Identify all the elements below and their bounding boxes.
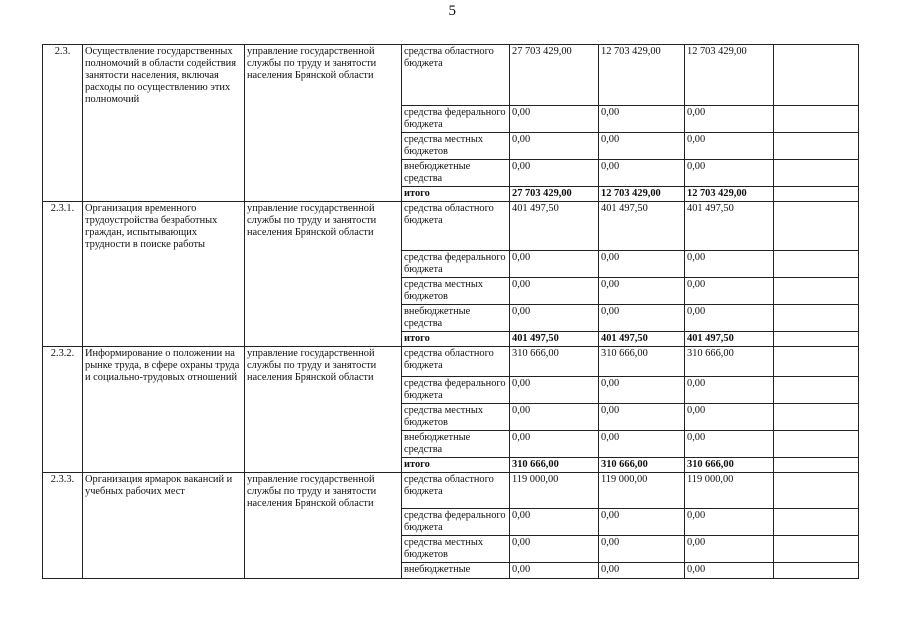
table-row xyxy=(43,45,859,106)
amount-cell-3: 0,00 xyxy=(685,133,774,160)
amount-cell-3: 0,00 xyxy=(685,536,774,563)
amount-cell-1: 0,00 xyxy=(510,305,599,332)
amount-cell-4 xyxy=(774,377,859,404)
amount-cell-1: 401 497,50 xyxy=(510,202,599,251)
amount-cell-3: 0,00 xyxy=(685,377,774,404)
funding-source: средства областного бюджета xyxy=(402,347,510,377)
amount-cell-3: 12 703 429,00 xyxy=(685,187,774,202)
item-number: 2.3.1. xyxy=(43,202,83,347)
amount-cell-2: 0,00 xyxy=(599,563,685,579)
amount-cell-2: 0,00 xyxy=(599,305,685,332)
funding-source: средства местных бюджетов xyxy=(402,133,510,160)
budget-table xyxy=(42,44,859,579)
amount-cell-3: 0,00 xyxy=(685,305,774,332)
amount-cell-4 xyxy=(774,278,859,305)
amount-cell-1: 27 703 429,00 xyxy=(510,187,599,202)
amount-cell-2: 401 497,50 xyxy=(599,202,685,251)
amount-cell-2: 0,00 xyxy=(599,431,685,458)
amount-cell-2: 0,00 xyxy=(599,160,685,187)
funding-source: средства федерального бюджета xyxy=(402,251,510,278)
amount-cell-4 xyxy=(774,160,859,187)
executor: управление государственной службы по труду и занятости населения Брянской области xyxy=(245,202,402,347)
table-row xyxy=(43,473,859,509)
funding-source: средства местных бюджетов xyxy=(402,536,510,563)
funding-source: средства областного бюджета xyxy=(402,473,510,509)
amount-cell-4 xyxy=(774,332,859,347)
amount-cell-3: 0,00 xyxy=(685,404,774,431)
funding-source: средства местных бюджетов xyxy=(402,278,510,305)
amount-cell-2: 0,00 xyxy=(599,509,685,536)
amount-cell-2: 119 000,00 xyxy=(599,473,685,509)
amount-cell-4 xyxy=(774,473,859,509)
amount-cell-3: 0,00 xyxy=(685,106,774,133)
funding-source: внебюджетные средства xyxy=(402,305,510,332)
amount-cell-4 xyxy=(774,106,859,133)
amount-cell-1: 0,00 xyxy=(510,563,599,579)
amount-cell-2: 0,00 xyxy=(599,133,685,160)
amount-cell-1: 0,00 xyxy=(510,133,599,160)
amount-cell-1: 0,00 xyxy=(510,377,599,404)
amount-cell-1: 0,00 xyxy=(510,404,599,431)
executor: управление государственной службы по труду и занятости населения Брянской области xyxy=(245,473,402,579)
amount-cell-2: 12 703 429,00 xyxy=(599,187,685,202)
amount-cell-4 xyxy=(774,431,859,458)
amount-cell-4 xyxy=(774,509,859,536)
funding-source: средства областного бюджета xyxy=(402,45,510,106)
amount-cell-3: 310 666,00 xyxy=(685,458,774,473)
amount-cell-2: 0,00 xyxy=(599,251,685,278)
amount-cell-1: 0,00 xyxy=(510,251,599,278)
funding-source: средства федерального бюджета xyxy=(402,377,510,404)
measure-name: Организация ярмарок вакансий и учебных рабочих мест xyxy=(83,473,245,579)
item-number: 2.3.2. xyxy=(43,347,83,473)
measure-name: Организация временного трудоустройства безработных граждан, испытывающих трудности в поиске работы xyxy=(83,202,245,347)
funding-source: средства местных бюджетов xyxy=(402,404,510,431)
item-number: 2.3.3. xyxy=(43,473,83,579)
amount-cell-3: 0,00 xyxy=(685,509,774,536)
amount-cell-4 xyxy=(774,202,859,251)
table-body xyxy=(43,45,859,579)
funding-source: средства федерального бюджета xyxy=(402,509,510,536)
amount-cell-2: 0,00 xyxy=(599,106,685,133)
amount-cell-1: 0,00 xyxy=(510,160,599,187)
amount-cell-4 xyxy=(774,347,859,377)
amount-cell-3: 12 703 429,00 xyxy=(685,45,774,106)
funding-source: итого xyxy=(402,187,510,202)
funding-source: внебюджетные средства xyxy=(402,160,510,187)
amount-cell-1: 310 666,00 xyxy=(510,458,599,473)
table-row xyxy=(43,347,859,377)
amount-cell-3: 0,00 xyxy=(685,160,774,187)
funding-source: средства областного бюджета xyxy=(402,202,510,251)
amount-cell-1: 0,00 xyxy=(510,106,599,133)
amount-cell-1: 0,00 xyxy=(510,509,599,536)
amount-cell-4 xyxy=(774,458,859,473)
amount-cell-3: 0,00 xyxy=(685,431,774,458)
funding-source: средства федерального бюджета xyxy=(402,106,510,133)
amount-cell-1: 0,00 xyxy=(510,278,599,305)
amount-cell-4 xyxy=(774,563,859,579)
executor: управление государственной службы по труду и занятости населения Брянской области xyxy=(245,347,402,473)
amount-cell-1: 401 497,50 xyxy=(510,332,599,347)
amount-cell-4 xyxy=(774,404,859,431)
table-row xyxy=(43,202,859,251)
amount-cell-2: 0,00 xyxy=(599,377,685,404)
amount-cell-2: 310 666,00 xyxy=(599,458,685,473)
amount-cell-4 xyxy=(774,45,859,106)
amount-cell-2: 0,00 xyxy=(599,404,685,431)
executor: управление государственной службы по труду и занятости населения Брянской области xyxy=(245,45,402,202)
funding-source: внебюджетные xyxy=(402,563,510,579)
amount-cell-4 xyxy=(774,133,859,160)
amount-cell-4 xyxy=(774,187,859,202)
page-number: 5 xyxy=(448,3,457,19)
amount-cell-3: 0,00 xyxy=(685,251,774,278)
amount-cell-3: 401 497,50 xyxy=(685,202,774,251)
item-number: 2.3. xyxy=(43,45,83,202)
amount-cell-1: 0,00 xyxy=(510,536,599,563)
amount-cell-1: 119 000,00 xyxy=(510,473,599,509)
amount-cell-3: 0,00 xyxy=(685,563,774,579)
funding-source: внебюджетные средства xyxy=(402,431,510,458)
measure-name: Информирование о положении на рынке труда, в сфере охраны труда и социально-трудовых отношений xyxy=(83,347,245,473)
amount-cell-1: 0,00 xyxy=(510,431,599,458)
amount-cell-2: 0,00 xyxy=(599,536,685,563)
amount-cell-2: 310 666,00 xyxy=(599,347,685,377)
amount-cell-1: 310 666,00 xyxy=(510,347,599,377)
amount-cell-2: 12 703 429,00 xyxy=(599,45,685,106)
amount-cell-3: 119 000,00 xyxy=(685,473,774,509)
amount-cell-3: 0,00 xyxy=(685,278,774,305)
amount-cell-4 xyxy=(774,536,859,563)
amount-cell-1: 27 703 429,00 xyxy=(510,45,599,106)
amount-cell-3: 310 666,00 xyxy=(685,347,774,377)
measure-name: Осуществление государственных полномочий в области содействия занятости населения, включая расходы по осуществлению этих полномочий xyxy=(83,45,245,202)
amount-cell-3: 401 497,50 xyxy=(685,332,774,347)
amount-cell-2: 401 497,50 xyxy=(599,332,685,347)
funding-source: итого xyxy=(402,458,510,473)
amount-cell-2: 0,00 xyxy=(599,278,685,305)
amount-cell-4 xyxy=(774,305,859,332)
funding-source: итого xyxy=(402,332,510,347)
amount-cell-4 xyxy=(774,251,859,278)
